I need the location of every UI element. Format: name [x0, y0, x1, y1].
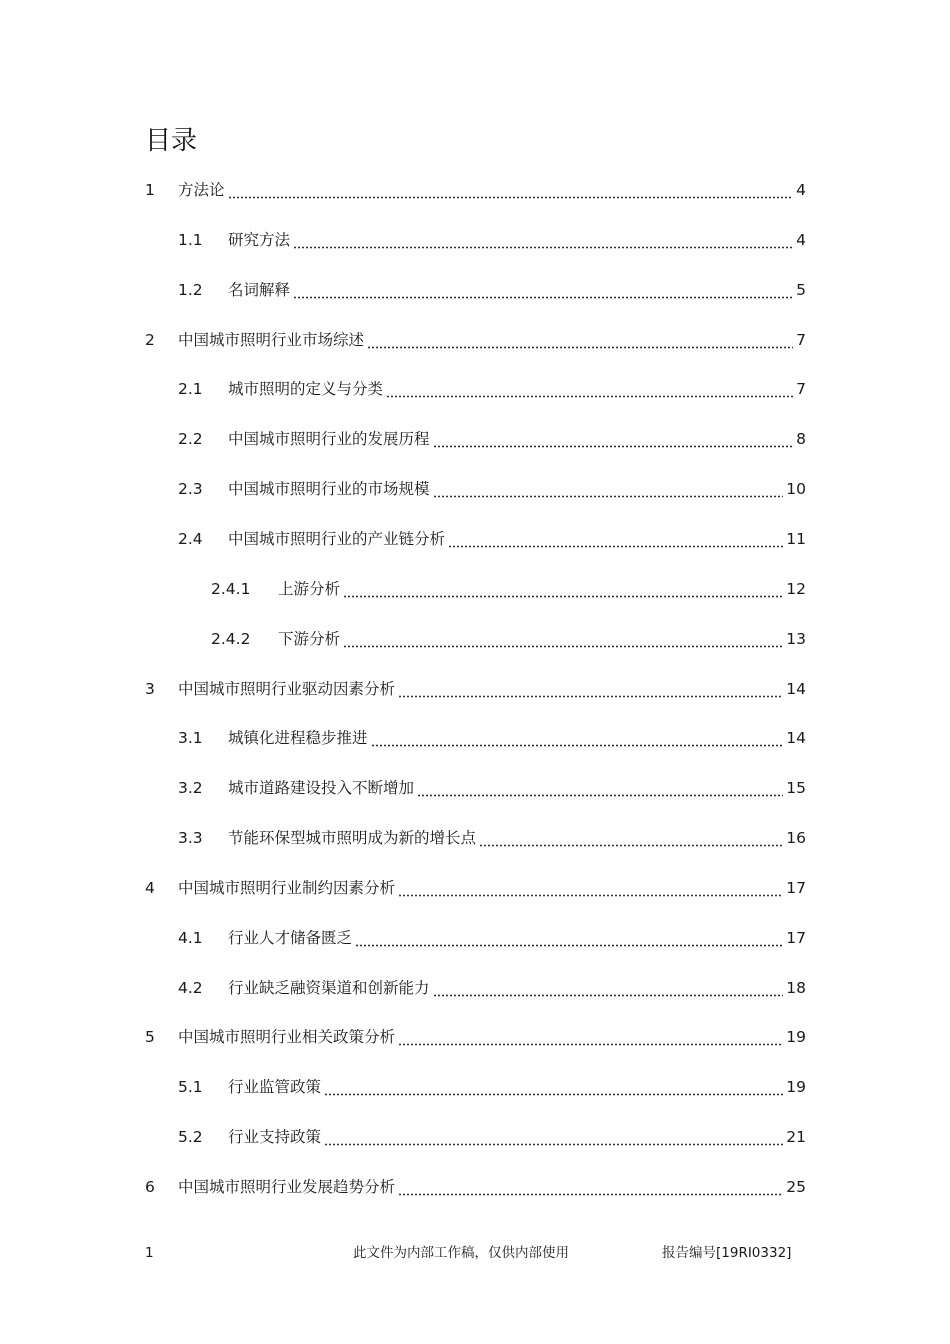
toc-dot-leader: [228, 192, 794, 199]
toc-dot-leader: [371, 740, 784, 747]
toc-entry[interactable]: [145, 177, 806, 203]
toc-entry-number: 2.2: [178, 430, 203, 449]
toc-dot-leader: [433, 441, 794, 448]
toc-entry[interactable]: [178, 925, 806, 951]
toc-entry-number: 1.1: [178, 230, 203, 249]
toc-dot-leader: [479, 840, 783, 847]
toc-entry-title: 名词解释: [228, 280, 291, 299]
toc-dot-leader: [448, 541, 783, 548]
toc-entry-title: 中国城市照明行业的产业链分析: [228, 529, 446, 548]
toc-entry-page: 14: [786, 679, 806, 698]
toc-entry-page: 8: [796, 430, 806, 449]
toc-dot-leader: [355, 940, 783, 947]
toc-entry-title: 上游分析: [278, 579, 341, 598]
toc-entry-page: 4: [796, 181, 806, 199]
toc-entry-page: 15: [786, 779, 806, 798]
toc-entry-title: 行业缺乏融资渠道和创新能力: [228, 978, 430, 997]
toc-entry-number: 1: [145, 181, 155, 199]
toc-entry-number: 2.3: [178, 480, 203, 499]
toc-entry-page: 17: [786, 878, 806, 897]
footer-report-id: 报告编号[19RI0332]: [662, 1245, 792, 1261]
toc-entry-page: 4: [796, 230, 806, 249]
toc-entry[interactable]: [178, 376, 806, 402]
toc-dot-leader: [324, 1139, 783, 1146]
toc-entry-page: 5: [796, 280, 806, 299]
toc-entry-title: 中国城市照明行业的市场规模: [228, 480, 430, 499]
toc-entry-page: 18: [786, 978, 806, 997]
toc-entry-number: 3.2: [178, 779, 203, 798]
toc-dot-leader: [386, 391, 793, 398]
toc-entry[interactable]: [178, 526, 806, 552]
toc-entry[interactable]: [145, 1024, 806, 1050]
toc-entry-page: 16: [786, 829, 806, 848]
toc-entry-number: 3.1: [178, 729, 203, 748]
toc-dot-leader: [293, 292, 793, 299]
toc-entry[interactable]: [178, 1074, 806, 1100]
toc-entry-number: 6: [145, 1178, 155, 1196]
toc-entry[interactable]: [178, 775, 806, 801]
toc-entry-page: 13: [786, 629, 806, 648]
toc-entry-title: 节能环保型城市照明成为新的增长点: [228, 829, 477, 848]
toc-entry[interactable]: [145, 875, 806, 901]
toc-entry-number: 1.2: [178, 280, 203, 299]
toc-entry-title: 中国城市照明行业制约因素分析: [178, 878, 396, 897]
toc-entry-title: 中国城市照明行业驱动因素分析: [178, 679, 396, 698]
toc-entry-page: 12: [786, 579, 806, 598]
toc-entry-number: 5.1: [178, 1078, 203, 1097]
toc-entry-title: 中国城市照明行业的发展历程: [228, 430, 430, 449]
toc-entry-page: 14: [786, 729, 806, 748]
toc-entry-number: 4.2: [178, 978, 203, 997]
toc-entry[interactable]: [178, 227, 806, 253]
toc-entry[interactable]: [178, 277, 806, 303]
toc-dot-leader: [343, 591, 783, 598]
toc-entry-number: 2.1: [178, 380, 203, 399]
toc-entry-number: 2.4.1: [211, 579, 251, 598]
toc-entry-title: 城镇化进程稳步推进: [228, 729, 368, 748]
toc-entry-title: 行业监管政策: [228, 1078, 322, 1097]
toc-entry[interactable]: [145, 1174, 806, 1200]
toc-entry-page: 19: [786, 1078, 806, 1097]
toc-entry-page: 21: [786, 1128, 806, 1147]
toc-dot-leader: [398, 1189, 783, 1196]
toc-entry-title: 中国城市照明行业市场综述: [178, 330, 365, 349]
toc-entry-page: 7: [796, 330, 806, 349]
toc-entry-page: 17: [786, 928, 806, 947]
toc-title: 目录: [145, 126, 198, 156]
toc-entry-page: 11: [786, 529, 806, 548]
toc-entry-title: 方法论: [178, 181, 225, 199]
toc-entry-number: 2: [145, 330, 155, 349]
toc-entry-number: 2.4: [178, 529, 203, 548]
footer-page-number: 1: [145, 1245, 154, 1261]
toc-entry-title: 行业人才储备匮乏: [228, 928, 353, 947]
toc-dot-leader: [398, 1039, 783, 1046]
toc-dot-leader: [417, 790, 783, 797]
toc-entry[interactable]: [178, 825, 806, 851]
toc-entry[interactable]: [178, 1124, 806, 1150]
toc-dot-leader: [343, 641, 783, 648]
toc-entry-number: 3.3: [178, 829, 203, 848]
toc-entry[interactable]: [178, 725, 806, 751]
footer-notice: 此文件为内部工作稿，仅供内部使用: [353, 1245, 569, 1261]
toc-entry[interactable]: [178, 476, 806, 502]
toc-dot-leader: [433, 491, 784, 498]
toc-dot-leader: [324, 1089, 783, 1096]
toc-entry[interactable]: [211, 576, 806, 602]
toc-entry-title: 中国城市照明行业相关政策分析: [178, 1028, 396, 1047]
page-footer: [0, 1242, 950, 1264]
toc-entry-number: 4: [145, 878, 155, 897]
toc-entry-title: 城市道路建设投入不断增加: [228, 779, 415, 798]
toc-entry-title: 中国城市照明行业发展趋势分析: [178, 1178, 396, 1196]
toc-entry-page: 19: [786, 1028, 806, 1047]
toc-entry-title: 城市照明的定义与分类: [228, 380, 384, 399]
toc-entry[interactable]: [178, 426, 806, 452]
toc-entry-number: 5: [145, 1028, 155, 1047]
toc-entry[interactable]: [178, 975, 806, 1001]
toc-dot-leader: [398, 691, 783, 698]
toc-dot-leader: [293, 242, 793, 249]
toc-dot-leader: [367, 342, 793, 349]
toc-entry-title: 行业支持政策: [228, 1128, 322, 1147]
toc-entry-title: 研究方法: [228, 230, 291, 249]
toc-entry-number: 4.1: [178, 928, 203, 947]
toc-dot-leader: [398, 890, 783, 897]
toc-entry[interactable]: [211, 626, 806, 652]
toc-entry-number: 3: [145, 679, 155, 698]
toc-entry-page: 10: [786, 480, 806, 499]
toc-entry-number: 5.2: [178, 1128, 203, 1147]
toc-dot-leader: [433, 990, 784, 997]
toc-entry-number: 2.4.2: [211, 629, 251, 648]
toc-entry-title: 下游分析: [278, 629, 341, 648]
toc-entry-page: 7: [796, 380, 806, 399]
toc-entry[interactable]: [145, 676, 806, 702]
toc-entry[interactable]: [145, 327, 806, 353]
toc-entry-page: 25: [786, 1178, 806, 1196]
